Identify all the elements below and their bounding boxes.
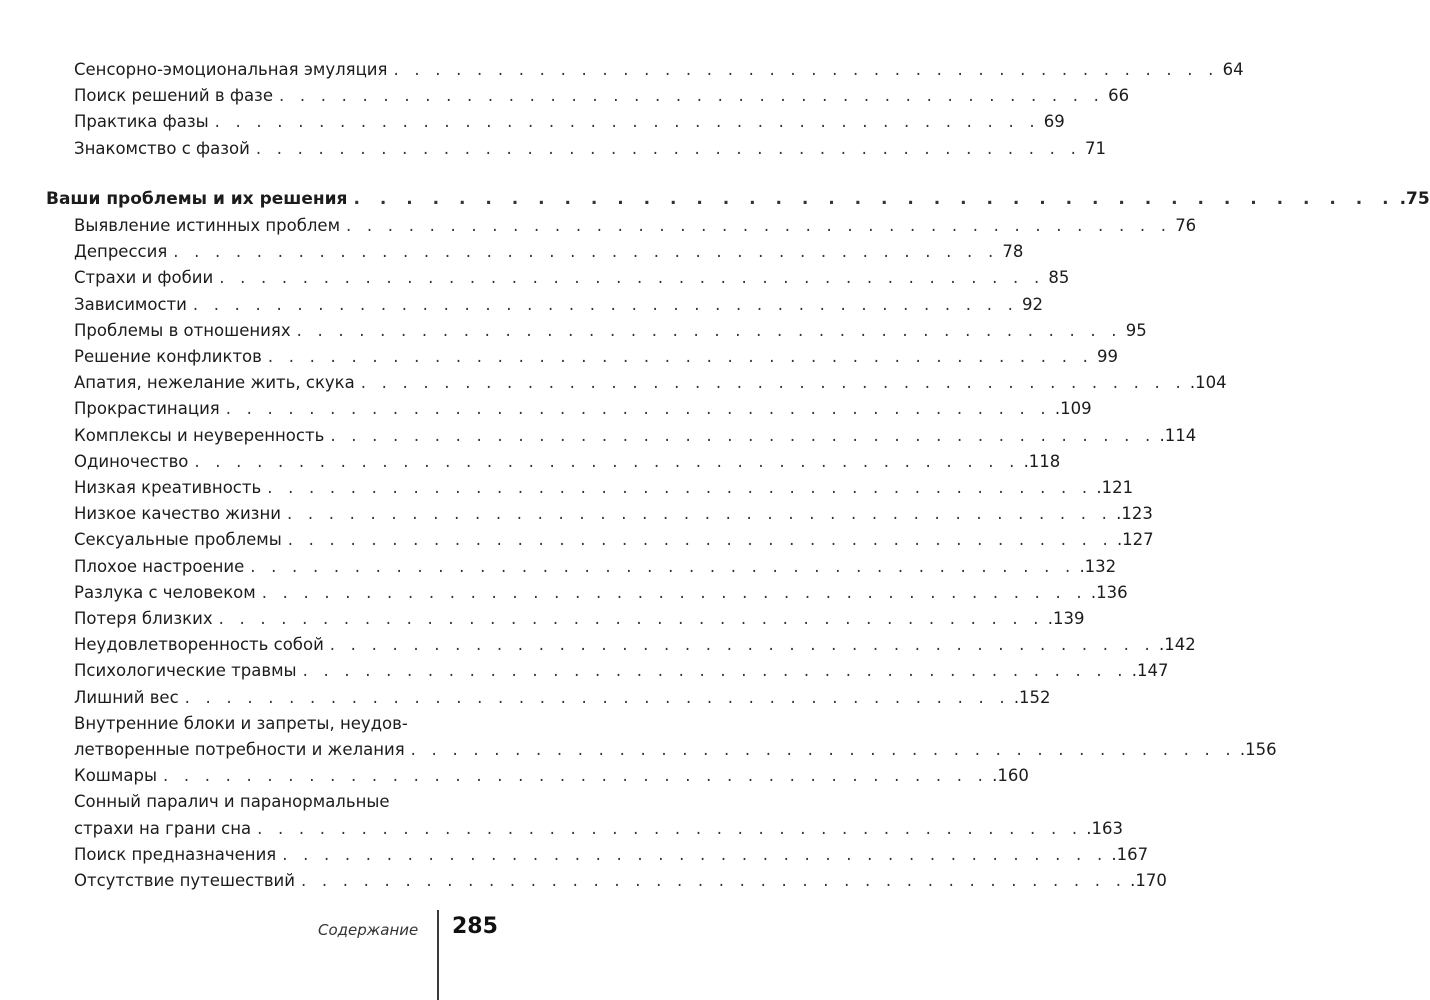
toc-entry [74,685,1051,711]
dot-leader: . . . . . . . . . . . . . . . . . . . . . . . . . . . . . . . . . . . . . . . . [330,425,1156,445]
toc-entry-page: .156 [1239,740,1277,759]
toc-entry-page: 76 [1175,216,1197,235]
footer-divider [437,910,439,1000]
toc-entry [74,527,1154,553]
toc-entry-page: .118 [1023,451,1061,471]
toc-entry-title: Депрессия [74,242,168,262]
toc-entry-page: .75 [1399,189,1430,209]
toc-entry [74,632,1196,658]
toc-entry-title: Лишний вес [74,687,179,707]
toc-entry [74,265,1070,291]
toc-entry [74,109,1065,135]
toc-entry-title: Разлука с человеком [74,582,256,602]
toc-entry-title: Поиск решений в фазе [74,86,273,106]
toc-entry-page: 69 [1043,112,1065,132]
dot-leader: . . . . . . . . . . . . . . . . . . . . . . . . . . . . . . . . . . . . . . . . [219,268,1045,288]
toc-entry-page: .160 [992,766,1029,786]
toc-entry [74,737,1277,763]
toc-entry [74,292,1044,318]
toc-entry-title: Кошмары [74,766,157,786]
toc-entry [74,816,1124,842]
dot-leader: . . . . . . . . . . . . . . . . . . . . . . . . . . . . . . . . . . . . . . . . [261,582,1087,602]
dot-leader: . . . . . . . . . . . . . . . . . . . . . . . . . . . . . . . . . . . . . . . . [192,294,1019,314]
dot-leader: . . . . . . . . . . . . . . . . . . . . . . . . . . . . . . . . . . . . . . . . [301,871,1127,890]
dot-leader: . . . . . . . . . . . . . . . . . . . . . . . . . . . . . . . . . . . . . . . . [360,373,1186,393]
dot-leader: . . . . . . . . . . . . . . . . . . . . . . . . . . . . . . . . . . . . . . . . [393,60,1219,79]
dot-leader: . . . . . . . . . . . . . . . . . . . . . . . . . . . . . . . . . . . . . . . . [329,635,1155,655]
toc-entry-page: .139 [1047,609,1085,628]
toc-entry [74,554,1117,580]
toc-entry-page: .114 [1159,425,1197,445]
toc-entry [74,606,1085,632]
toc-entry-title: Неудовлетворенность собой [74,635,324,655]
toc-entry [74,370,1227,396]
toc-entry-page: .136 [1090,582,1128,602]
dot-leader: . . . . . . . . . . . . . . . . . . . . . . . . . . . . . . . . . . . . . . . . [162,766,989,786]
toc-entry-title: Комплексы и неуверенность [74,425,325,445]
footer-section-label: Содержание [318,921,419,939]
toc-entry-title: Сенсорно-эмоциональная эмуляция [74,60,388,79]
dot-leader: . . . . . . . . . . . . . . . . . . . . . . . . . . . . . . . . . . . . . . . . [267,478,1093,497]
toc-entry-title: Знакомство с фазой [74,138,250,158]
toc-entry-title: Решение конфликтов [74,347,262,366]
toc-entry-page: .121 [1096,478,1134,497]
toc-entry [74,580,1128,606]
toc-section-heading [46,186,1430,212]
toc-entry-title-line: Внутренние блоки и запреты, неудов- [74,713,408,733]
dot-leader: . . . . . . . . . . . . . . . . . . . . . . . . . . . . . . . . . . . . . . . . [255,138,1082,158]
toc-entry-title: Плохое настроение [74,556,245,576]
toc-entry-title: Отсутствие путешествий [74,871,295,890]
toc-entry-page: 95 [1125,320,1147,340]
toc-entry-title: летворенные потребности и желания [74,740,405,759]
toc-entry-title: Апатия, нежелание жить, скука [74,373,355,393]
toc-entry-title: Потеря близких [74,609,213,628]
toc-entry-title: Выявление истинных проблем [74,216,341,235]
toc-entry-page: 92 [1022,294,1044,314]
dot-leader: . . . . . . . . . . . . . . . . . . . . . . . . . . . . . . . . . . . . . . . . [302,661,1128,681]
toc-entry-title: страхи на грани сна [74,818,252,838]
toc-entry-page: 85 [1048,268,1070,288]
dot-leader: . . . . . . . . . . . . . . . . . . . . . . . . . . . . . . . . . . . . . . . . [250,556,1076,576]
toc-entry [74,868,1167,894]
toc-entry-title: Зависимости [74,294,187,314]
toc-entry-title: Практика фазы [74,112,209,132]
dot-leader: . . . . . . . . . . . . . . . . . . . . . . . . . . . . . . . . . . . . . . . . [194,451,1020,471]
toc-entry-title: Прокрастинация [74,399,220,419]
dot-leader: . . . . . . . . . . . . . . . . . . . . . . . . . . . . . . . . . . . . . . . . [267,347,1094,366]
toc-entry-page: .163 [1086,818,1124,838]
toc-entry-page: .152 [1013,687,1051,707]
toc-entry [74,239,1024,265]
toc-entry [74,501,1153,527]
toc-entry [74,83,1130,109]
toc-entry [74,136,1107,162]
toc-entry [74,423,1197,449]
toc-entry-title: Проблемы в отношениях [74,320,291,340]
toc-entry-page: 66 [1108,86,1130,106]
toc-entry [74,344,1119,370]
dot-leader: . . . . . . . . . . . . . . . . . . . . . . . . . . . . . . . . . . . . . . . . [184,687,1010,707]
toc-entry-title: Психологические травмы [74,661,297,681]
toc-entry [74,213,1197,239]
toc-entry-title: Поиск предназначения [74,844,277,864]
toc-entry-page: .109 [1054,399,1092,419]
toc-entry-page: .142 [1158,635,1196,655]
toc-entry-title: Сексуальные проблемы [74,530,282,550]
dot-leader: . . . . . . . . . . . . . . . . . . . . . . . . . . . . . . . . . . . . . . . . [282,844,1108,864]
dot-leader: . . . . . . . . . . . . . . . . . . . . . . . . . . . . . . . . . . . . . . . . [225,399,1051,419]
dot-leader: . . . . . . . . . . . . . . . . . . . . . . . . . . . . . . . . . . . . . . . . [346,216,1172,235]
toc-entry-title: Низкая креативность [74,478,262,497]
dot-leader: . . . . . . . . . . . . . . . . . . . . . . . . . . . . . . . . . . . . . . . . [278,86,1105,106]
page-number: 285 [452,914,498,939]
toc-entry-page: .127 [1116,530,1154,550]
dot-leader: . . . . . . . . . . . . . . . . . . . . . . . . . . . . . . . . . . . . . . . . [286,504,1113,524]
dot-leader: . . . . . . . . . . . . . . . . . . . . . . . . . . . . . . . . . . . . . . . . [214,112,1040,132]
dot-leader: . . . . . . . . . . . . . . . . . . . . . . . . . . . . . . . . . . . . . . . . [296,320,1122,340]
toc-entry-title: Ваши проблемы и их решения [46,189,348,209]
dot-leader: . . . . . . . . . . . . . . . . . . . . . . . . . . . . . . . . . . . . . . . . [218,609,1044,628]
toc-entry-title: Страхи и фобии [74,268,214,288]
toc-entry-page: .104 [1189,373,1227,393]
toc-entry-title: Низкое качество жизни [74,504,281,524]
toc-entry-page: 99 [1097,347,1119,366]
toc-entry-page: .167 [1111,844,1149,864]
toc-entry [74,658,1169,684]
toc-entry [74,763,1029,789]
dot-leader: . . . . . . . . . . . . . . . . . . . . . . . . . . . . . . . . . . . . . . . . [353,189,1396,209]
toc-entry-page: .123 [1116,504,1153,524]
toc-entry-title-line: Сонный паралич и паранормальные [74,792,390,812]
toc-entry [74,396,1092,422]
toc-entry-page: .132 [1079,556,1117,576]
toc-entry-title: Одиночество [74,451,189,471]
toc-entry-page: 78 [1002,242,1024,262]
toc-entry-page: 71 [1085,138,1107,158]
toc-entry-page: .147 [1131,661,1169,681]
dot-leader: . . . . . . . . . . . . . . . . . . . . . . . . . . . . . . . . . . . . . . . . [173,242,999,262]
toc-entry-page: 64 [1222,60,1244,79]
toc-entry-page: .170 [1130,871,1167,890]
dot-leader: . . . . . . . . . . . . . . . . . . . . . . . . . . . . . . . . . . . . . . . . [410,740,1236,759]
toc-entry [74,475,1134,501]
toc-entry [74,449,1061,475]
toc-entry [74,57,1244,83]
dot-leader: . . . . . . . . . . . . . . . . . . . . . . . . . . . . . . . . . . . . . . . . [287,530,1113,550]
toc-entry [74,842,1149,868]
toc-entry [74,318,1147,344]
dot-leader: . . . . . . . . . . . . . . . . . . . . . . . . . . . . . . . . . . . . . . . . [257,818,1083,838]
